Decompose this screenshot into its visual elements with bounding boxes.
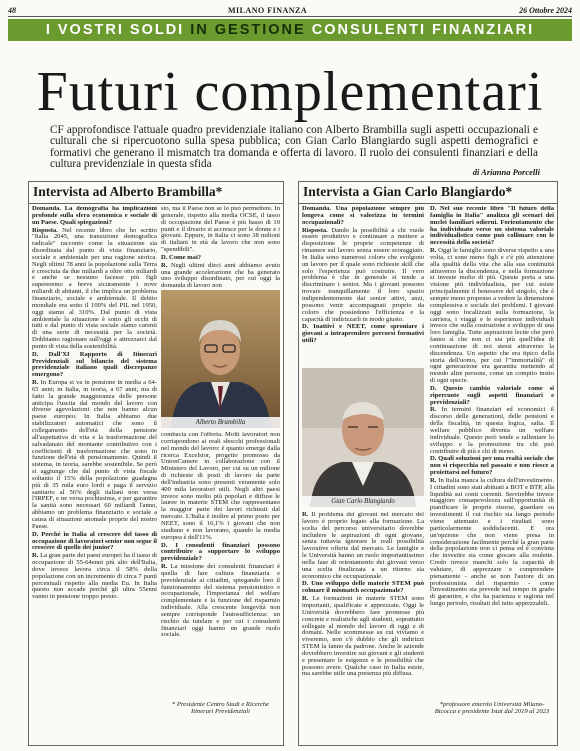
question-text: R. — [32, 552, 39, 560]
question-text: R. — [302, 595, 309, 603]
paragraph — [430, 248, 554, 385]
paragraph — [302, 581, 424, 595]
question-text: R. — [430, 476, 437, 484]
question-text: Domanda. Una popolazione sempre più longeva come si valorizza in termini occupazionali? — [302, 206, 424, 226]
answer-text: In termini finanziari ed economici il discorso delle generazioni, delle pensioni e della fiscalità, in questa logica, salta. Il welfare pubblico diventa un welfare individuale. Questo però tende a rallentare lo sviluppo e la promozione tra chi può contribuire di più e chi di meno. — [430, 406, 554, 455]
answer-text: sto, ma il Paese non se lo può permettere. In generale, rispetto alla media OCSE, il tasso di occupazione del Paese è più basso di 10 punti e il divario si accresce per le donne e i giovani. Eppure, in Italia ci sono 38 milioni di italiani in età da lavoro che non sono "spendibili". — [161, 206, 280, 254]
question-text: Risposta. — [32, 226, 58, 234]
issue-date: 26 Ottobre 2024 — [519, 6, 572, 15]
paragraph — [161, 206, 280, 254]
footnote: *professore emerito Università Milano-Bicocca e presidente Istat dal 2019 al 2023 — [434, 702, 550, 715]
paragraph — [430, 206, 554, 247]
interview-blangiardo — [298, 181, 558, 746]
banner-part-2: IN GESTIONE — [190, 22, 306, 38]
headline: Futuri complementari — [36, 61, 544, 123]
answer-text: Negli ultimi dieci anni abbiamo avuto una grande accelerazione che ha generato uno sviluppo disordinato, per cui oggi la domanda di lavoro non — [161, 261, 280, 288]
answer-text: La missione dei consulenti finanziari è quella di fare cultura finanziaria e previdenziale ai cittadini, spiegando loro il funzionamento del sistema pensionistico e occupazionale, l'importanza del welfare complementare e la funzione del risparmio individuale. Alla crescente longevità non sempre corrisponde l'autosufficienza: un rischio da tutelare e per cui i consulenti finanziari oggi hanno un grande ruolo sociale. — [161, 563, 280, 639]
paragraph — [302, 324, 424, 345]
column — [32, 206, 157, 741]
paragraph — [430, 456, 554, 477]
answer-text: Nel recente libro che ho scritto "Italia 2045, una transizione demografica radicale" racconto come la situazione sia disordinata dal punto di vista finanziario, sociale e ambientale per una ragione storica. Negli ultimi 78 anni la popolazione sulla Terra è cresciuta da due miliardi a oltre otto miliardi e anche se nessuno facesse più figli supereremo a breve sicuramente i nove miliardi di abitanti, il che implica un problema finanziario, sociale e ambientale. Il debito mondiale era sotto il 100% del PIL nel 1950, oggi siamo al 310%. Dal punto di vista ambientale la situazione è sotto gli occhi di tutti e dal punto di vista sociale siamo carenti di una serie di necessità per la società. Dobbiamo ragionare sull'oggi e attrezzarci dal punto di vista della sostenibilità. — [32, 226, 157, 350]
question-text: R. — [161, 261, 168, 269]
banner-part-3: CONSULENTI FINANZIARI — [305, 22, 535, 38]
column — [302, 512, 424, 740]
question-text: Domanda. La demografia ha implicazioni profonde sulla sfera economica e sociale di un Paese. Quali spiegazioni? — [32, 206, 157, 226]
paragraph — [302, 596, 424, 678]
question-text: D. Quali soluzioni per una realtà sociale che non si rispecchia nel passato e non riesce a proiettarsi nel futuro? — [430, 455, 554, 477]
question-text: D. Perché in Italia al crescere del tasso di occupazione di lavoratori senior non segue il crescere di quello dei junior? — [32, 530, 157, 552]
photo-caption: Gian Carlo Blangiardo — [302, 496, 424, 507]
paragraph — [430, 407, 554, 455]
column — [161, 432, 280, 697]
column — [302, 206, 424, 366]
answer-text: In Italia manca la cultura dell'investimento. I cittadini sono stati abituati a BOT e BTP, alla liquidità sui conti correnti. Servirebbe invece maggiore consapevolezza sull'opportunità di pianificare le proprie risorse, guardare su investimenti il cui rischio sia lungo periodo viene attenuato e i risultati sono particolarmente soddisfacenti. E ora un'opzione che non viene presa in considerazione facilmente perché la gran parte della popolazione non ci pensa ed è convinta che investire sia come giocare alla roulette. Credo invece manchi solo la capacità di valutare, di apprezzare e comprendere pienamente - anche se non l'autore di un professionista del risparmio - come l'investimento sia prevede nel tempo in grado di garantire, e che ha pazienza e ragiona nel lungo periodo, risultati del tutto apprezzabili. — [430, 476, 554, 608]
footnote: * Presidente Centro Studi e Ricerche Itinerari Previdenziali — [171, 702, 270, 715]
photo-caption: Alberto Brambilla — [161, 417, 280, 428]
question-text: D. Questo cambio valoriale come si ripercuote sugli aspetti finanziari e previdenziali? — [430, 384, 554, 406]
question-text: R. — [302, 512, 309, 518]
answer-text: Oggi le famiglie sono diverse rispetto a una volta, ci sono meno figli e c'è più attenzione alla qualità della vita che alla sua continuità attraverso la discendenza, e nella formazione si investe molto di più. Queste porta a una visione più individualista, per cui esiste principalmente il benessere del singolo, che è sempre meno propenso a vedere la dimensione complessiva e sociale dei problemi. I giovani oggi sono focalizzati sulla formazione, la carriera, i viaggi e le esperienze individuali invece che sulla costruzione e sviluppo di una loro famiglia. Tutte aspirazioni lecite che però fanno sì che non ci sia più quell'idea di continuazione di noi stessi attraverso la discendenza. Un aspetto che era tipico della storia dell'uomo, per cui l'"immortalità" di ogni generazione era garantita mettendo al mondo altre persone, come un compito insito di ogni specie. — [430, 247, 554, 385]
interview-title: Intervista ad Alberto Brambilla* — [33, 184, 223, 199]
paragraph — [161, 263, 280, 288]
paragraph — [161, 255, 280, 262]
answer-text: La gran parte dei paesi europei ha il tasso di occupazione di 55-64enni più alto dell'Italia, dove invece lavora circa il 58% della popolazione con un incremento di circa 7 punti percentuali rispetto alla media Eu. In Italia questo non accade perché gli ultra 55enni vanno in pensione troppo presto. — [32, 552, 157, 601]
question-text: R. — [161, 563, 168, 571]
paragraph — [161, 564, 280, 639]
paragraph — [430, 386, 554, 407]
section-banner — [8, 19, 572, 41]
column — [161, 206, 280, 288]
portrait-image — [161, 290, 280, 428]
byline: di Arianna Porcelli — [472, 167, 540, 177]
page-header — [8, 5, 572, 17]
paragraph — [32, 352, 157, 379]
paragraph — [302, 228, 424, 324]
paragraph — [161, 432, 280, 542]
publication-name: MILANO FINANZA — [227, 6, 308, 15]
title-divider — [299, 203, 557, 204]
question-text: D. Dall'XI Rapporto di Itinerari Previdenziali sul bilancio del sistema previdenziale italiano quali discrepanze emergono? — [32, 350, 157, 379]
question-text: R. — [430, 247, 437, 255]
title-divider — [29, 203, 283, 204]
interview-title: Intervista a Gian Carlo Blangiardo* — [303, 184, 513, 199]
question-text: D. I consulenti finanziari possono contribuire a supportare lo sviluppo previdenziale? — [161, 541, 280, 563]
paragraph — [32, 228, 157, 351]
paragraph — [430, 478, 554, 608]
paragraph — [302, 512, 424, 580]
question-text: D. Uno sviluppo delle materie STEM può colmare il mismatch occupazionale? — [302, 580, 424, 595]
interview-brambilla — [28, 181, 284, 746]
paragraph — [302, 206, 424, 227]
paragraph — [32, 380, 157, 531]
paragraph — [32, 553, 157, 601]
answer-text: Le formazioni in materie STEM sono importanti, qualificate e apprezzate. Oggi le Università dovrebbero fare promesse più concrete e realistiche agli studenti, soprattutto sollegate al mondo del lavoro di oggi e di domani. Nelle scommesse su cui viviamo e viveremo, non c'è dubbio che gli indirizzi STEM la fanno da padrone. Anche le aziende dovrebbero investire sui giovani e gli studenti e presentare le esigenze e le possibilità che possono avere. Qualche caso in Italia esiste, ma sarebbe utile una presenza più diffusa. — [302, 595, 424, 678]
answer-text: combacia con l'offerta. Molti lavoratori non corrispondono ai reali sbocchi professionali nel mondo del lavoro: è quanto emerge dalla ricerca Excelsior, progetto promosso da UnionCamere in collaborazione con il Ministero del Lavoro, per cui su un milione di richieste di posti di lavoro da parte dell'industria sono presenti veramente solo 400 mila lavoratori utili. Negli altri paesi invece sono molto più popolari e diffuse le lauree in materie STEM che rappresentano la maggior parte dei lavori richiesti dal mercato. L'Italia è inoltre al primo posto per NEET, sono il 16,1% i giovani che non studiano e non lavorano, quando la media europea è dell'11%. — [161, 432, 280, 541]
question-text: D. Come mai? — [161, 253, 202, 261]
portrait-photo — [161, 290, 280, 428]
column — [430, 206, 554, 698]
question-text: R. — [430, 406, 437, 414]
question-text: Risposta. — [302, 226, 328, 234]
portrait-image — [302, 368, 424, 507]
deck: CF approfondisce l'attuale quadro previdenziale italiano con Alberto Brambilla sugli aspetti occupazionali e culturali che si ripercuotono sulla spesa pubblica; con Gian Carlo Blangiardo sugli aspetti demografici e formativi che generano il mismatch tra domanda e offerta di lavoro. Il ruolo dei consulenti finanziari e della cultura previdenziale in questa sfida — [50, 124, 538, 171]
answer-text: In Europa si va in pensione in media a 64-65 anni; in Italia, in teoria, a 67 anni, ma di fatto la grande maggioranza delle persone anticipa l'uscita dal mondo del lavoro con diverse agevolazioni che non hanno alcun paese europeo. In Italia abbiamo due stabilizzatori automatici che sono il collegamento dell'età della pensione all'aspettativa di vita e la trasformazione del salvadanaio del montante contributivo con i coefficienti di trasformazione che sono in funzione dell'età di pensionamento. Quindi il sistema, in teoria, sarebbe sostenibile. Se però si aggiunge che dal punto di vista fiscale soltanto il 15% della popolazione guadagna più di 35 mila euro lordi e paga il servizio sanitario al 56% degli italiani non versa l'IRPEF, e ne versa pochissima, e per garantire la sanità sono necessari 60 miliardi l'anno, abbiamo un problema finanziario e sociale a causa di situazioni anomale proprie del nostro Paese. — [32, 379, 157, 530]
banner-part-1: I VOSTRI SOLDI — [45, 22, 191, 38]
question-text: D. Nel suo recente libro "Il futuro della famiglia in Italia" analizza gli scenari dei nuclei familiari odierni. Forientamento che ha individuato verso un sistema valoriale individualistico come può collimare con le necessità della società? — [430, 206, 554, 247]
page-number: 48 — [8, 6, 16, 15]
question-text: R. — [32, 379, 39, 387]
paragraph — [32, 206, 157, 227]
paragraph — [32, 532, 157, 553]
answer-text: Dando la possibilità a chi vuole essere produttivo e continuare a mettere a disposizione le proprie competenze di rimanere sul lavoro senza essere scoraggiato. In Italia sono numerosi coloro che svolgono un lavoro per il quale sono richieste skill che solo l'esperienza può costruire. Il vero problema è che in generale si tende a discriminare i senior. Ma i giovani possono trovare tranquillamente il loro spazio indipendentemente dai senior attivi, anzi, possono venir accompagnati proprio da coloro che possiedono l'efficienza e la capacità di indirizzarli in modo giusto. — [302, 226, 424, 323]
answer-text: Il problema dei giovani nel mercato del lavoro è proprio legato alla formazione. La scelta del percorso universitario dovrebbe includere le aspirazioni di ogni giovane, senza tuttavia ignorare le reali possibilità lavorative offerte dal mercato. Le famiglie e le Università hanno un ruolo importantissimo nella fase di orientamento dei giovani verso una scelta finalizzata a un ritorno sia economico che occupazionale. — [302, 512, 424, 580]
portrait-photo — [302, 368, 424, 507]
question-text: D. Inattivi e NEET, come sproniare i giovani a intraprendere percorsi formativi utili? — [302, 323, 424, 345]
paragraph — [161, 543, 280, 564]
